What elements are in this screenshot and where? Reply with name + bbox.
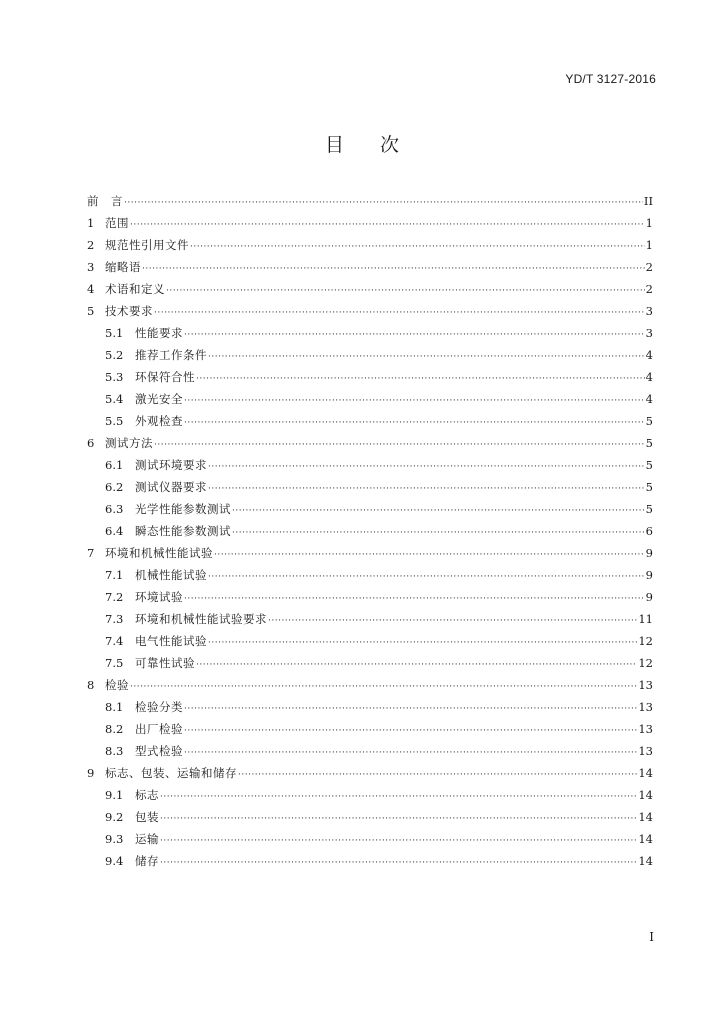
toc-entry-number: 7.1 <box>105 568 124 582</box>
toc-title-right: 次 <box>380 134 400 156</box>
toc-entry-number: 5.4 <box>105 392 124 406</box>
toc-dot-leader <box>196 660 637 670</box>
toc-entry-number: 1 <box>87 216 95 230</box>
toc-entry[interactable] <box>87 259 653 281</box>
toc-entry-label: 术语和定义 <box>105 282 165 296</box>
toc-dot-leader <box>208 352 645 362</box>
toc-dot-leader <box>160 792 637 802</box>
toc-entry-page: 12 <box>638 656 653 670</box>
toc-entry-page: 5 <box>645 480 653 494</box>
toc-entry-number: 5 <box>87 304 95 318</box>
toc-entry[interactable] <box>87 523 653 545</box>
toc-entry-label: 环境和机械性能试验 <box>105 546 213 560</box>
toc-dot-leader <box>184 726 637 736</box>
toc-entry[interactable] <box>87 699 653 721</box>
toc-entry-page: 9 <box>645 568 653 582</box>
toc-entry-label: 标志、包装、运输和储存 <box>105 766 237 780</box>
toc-dot-leader <box>184 594 645 604</box>
toc-entry[interactable] <box>87 237 653 259</box>
toc-entry[interactable] <box>87 721 653 743</box>
toc-entry[interactable] <box>87 611 653 633</box>
toc-entry[interactable] <box>87 567 653 589</box>
toc-entry-number: 6.1 <box>105 458 124 472</box>
table-of-contents <box>87 193 653 875</box>
toc-entry-number: 7.2 <box>105 590 124 604</box>
toc-entry-page: 2 <box>645 260 653 274</box>
toc-entry[interactable] <box>87 303 653 325</box>
toc-entry-number: 5.3 <box>105 370 124 384</box>
toc-entry-page: 14 <box>638 854 653 868</box>
toc-entry-number: 6.4 <box>105 524 124 538</box>
toc-dot-leader <box>154 308 645 318</box>
toc-entry-page: 4 <box>645 348 653 362</box>
toc-entry-page: 1 <box>645 216 653 230</box>
toc-entry-page: II <box>643 194 653 208</box>
toc-entry-label: 外观检查 <box>135 414 183 428</box>
toc-entry[interactable] <box>87 501 653 523</box>
toc-entry-page: 5 <box>645 436 653 450</box>
toc-entry-label: 测试仪器要求 <box>135 480 207 494</box>
toc-dot-leader <box>184 330 645 340</box>
toc-entry[interactable] <box>87 809 653 831</box>
toc-entry-number: 9.2 <box>105 810 124 824</box>
toc-dot-leader <box>208 572 645 582</box>
toc-entry[interactable] <box>87 391 653 413</box>
toc-entry[interactable] <box>87 215 653 237</box>
toc-dot-leader <box>208 462 645 472</box>
toc-entry-label: 测试环境要求 <box>135 458 207 472</box>
toc-entry-label: 性能要求 <box>135 326 183 340</box>
toc-dot-leader <box>184 704 637 714</box>
toc-dot-leader <box>208 484 645 494</box>
toc-entry[interactable] <box>87 545 653 567</box>
toc-entry-page: 11 <box>638 612 653 626</box>
toc-entry[interactable] <box>87 435 653 457</box>
toc-entry-label: 环境试验 <box>135 590 183 604</box>
toc-entry-number: 8.3 <box>105 744 124 758</box>
toc-title-left: 目 <box>324 134 344 156</box>
toc-entry[interactable] <box>87 325 653 347</box>
toc-entry-page: 1 <box>645 238 653 252</box>
toc-entry-page: 13 <box>638 678 653 692</box>
toc-entry-label: 环保符合性 <box>135 370 195 384</box>
toc-entry-label: 机械性能试验 <box>135 568 207 582</box>
toc-entry-page: 9 <box>645 590 653 604</box>
toc-entry-number: 8.2 <box>105 722 124 736</box>
toc-dot-leader <box>154 440 645 450</box>
toc-entry-label: 范围 <box>105 216 129 230</box>
toc-dot-leader <box>232 506 645 516</box>
toc-entry-number: 6.3 <box>105 502 124 516</box>
toc-entry-page: 9 <box>645 546 653 560</box>
toc-entry-page: 6 <box>645 524 653 538</box>
toc-dot-leader <box>190 242 645 252</box>
toc-entry-page: 13 <box>638 744 653 758</box>
toc-entry-label: 出厂检验 <box>135 722 183 736</box>
toc-entry-label: 可靠性试验 <box>135 656 195 670</box>
toc-entry-label: 缩略语 <box>105 260 141 274</box>
toc-dot-leader <box>208 638 637 648</box>
toc-entry-label: 包装 <box>135 810 159 824</box>
toc-entry[interactable] <box>87 193 653 215</box>
toc-entry-label: 储存 <box>135 854 159 868</box>
toc-entry-number: 6 <box>87 436 95 450</box>
toc-entry-page: 3 <box>645 326 653 340</box>
toc-dot-leader <box>160 858 637 868</box>
toc-entry-label: 检验分类 <box>135 700 183 714</box>
toc-dot-leader <box>160 814 637 824</box>
toc-entry-label: 检验 <box>105 678 129 692</box>
toc-dot-leader <box>142 264 645 274</box>
page-number: I <box>649 930 654 944</box>
toc-entry-label: 电气性能试验 <box>135 634 207 648</box>
toc-title <box>0 130 724 157</box>
toc-entry[interactable] <box>87 457 653 479</box>
toc-dot-leader <box>130 682 637 692</box>
toc-entry-page: 5 <box>645 414 653 428</box>
toc-entry-number: 5.1 <box>105 326 124 340</box>
toc-entry[interactable] <box>87 655 653 677</box>
toc-entry[interactable] <box>87 589 653 611</box>
toc-entry-label: 光学性能参数测试 <box>135 502 231 516</box>
toc-entry-label: 规范性引用文件 <box>105 238 189 252</box>
toc-dot-leader <box>268 616 637 626</box>
toc-entry-page: 2 <box>645 282 653 296</box>
toc-entry-number: 8 <box>87 678 95 692</box>
toc-entry-page: 14 <box>638 788 653 802</box>
toc-dot-leader <box>184 748 637 758</box>
toc-entry-page: 12 <box>638 634 653 648</box>
toc-dot-leader <box>196 374 645 384</box>
toc-entry[interactable] <box>87 831 653 853</box>
toc-dot-leader <box>160 836 637 846</box>
toc-entry-label: 型式检验 <box>135 744 183 758</box>
toc-entry-number: 5.5 <box>105 414 124 428</box>
toc-dot-leader <box>214 550 645 560</box>
toc-entry-label: 环境和机械性能试验要求 <box>135 612 267 626</box>
toc-entry[interactable] <box>87 765 653 787</box>
toc-entry-page: 14 <box>638 810 653 824</box>
toc-dot-leader <box>232 528 645 538</box>
toc-entry-page: 5 <box>645 502 653 516</box>
toc-entry-number: 7.5 <box>105 656 124 670</box>
toc-entry-label: 运输 <box>135 832 159 846</box>
toc-entry-number: 9.3 <box>105 832 124 846</box>
toc-entry-page: 13 <box>638 700 653 714</box>
toc-entry-number: 7 <box>87 546 95 560</box>
document-code: YD/T 3127-2016 <box>565 72 656 86</box>
toc-dot-leader <box>124 198 643 208</box>
toc-entry-page: 5 <box>645 458 653 472</box>
toc-entry-page: 14 <box>638 832 653 846</box>
toc-entry-number: 8.1 <box>105 700 124 714</box>
toc-entry[interactable] <box>87 347 653 369</box>
toc-entry-number: 3 <box>87 260 95 274</box>
toc-entry-number: 4 <box>87 282 95 296</box>
toc-dot-leader <box>184 396 645 406</box>
toc-entry-page: 4 <box>645 370 653 384</box>
toc-entry-page: 13 <box>638 722 653 736</box>
toc-entry[interactable] <box>87 633 653 655</box>
toc-entry-number: 6.2 <box>105 480 124 494</box>
toc-entry-page: 14 <box>638 766 653 780</box>
toc-dot-leader <box>238 770 637 780</box>
toc-entry-number: 5.2 <box>105 348 124 362</box>
toc-entry-label: 激光安全 <box>135 392 183 406</box>
toc-entry-number: 2 <box>87 238 95 252</box>
toc-entry-label: 推荐工作条件 <box>135 348 207 362</box>
toc-entry[interactable] <box>87 413 653 435</box>
toc-entry[interactable] <box>87 787 653 809</box>
toc-entry-label: 瞬态性能参数测试 <box>135 524 231 538</box>
toc-entry[interactable] <box>87 369 653 391</box>
toc-entry-number: 9 <box>87 766 95 780</box>
toc-entry-label: 标志 <box>135 788 159 802</box>
toc-entry-number: 9.1 <box>105 788 124 802</box>
toc-dot-leader <box>184 418 645 428</box>
toc-entry[interactable] <box>87 677 653 699</box>
toc-entry-label: 测试方法 <box>105 436 153 450</box>
toc-dot-leader <box>166 286 645 296</box>
toc-entry[interactable] <box>87 479 653 501</box>
toc-entry[interactable] <box>87 853 653 875</box>
toc-entry-label: 技术要求 <box>105 304 153 318</box>
toc-entry-number: 7.4 <box>105 634 124 648</box>
toc-entry[interactable] <box>87 281 653 303</box>
toc-entry-page: 3 <box>645 304 653 318</box>
toc-entry-label: 前 言 <box>87 194 123 208</box>
toc-entry-number: 9.4 <box>105 854 124 868</box>
toc-entry-number: 7.3 <box>105 612 124 626</box>
toc-entry-page: 4 <box>645 392 653 406</box>
toc-entry[interactable] <box>87 743 653 765</box>
toc-dot-leader <box>130 220 645 230</box>
